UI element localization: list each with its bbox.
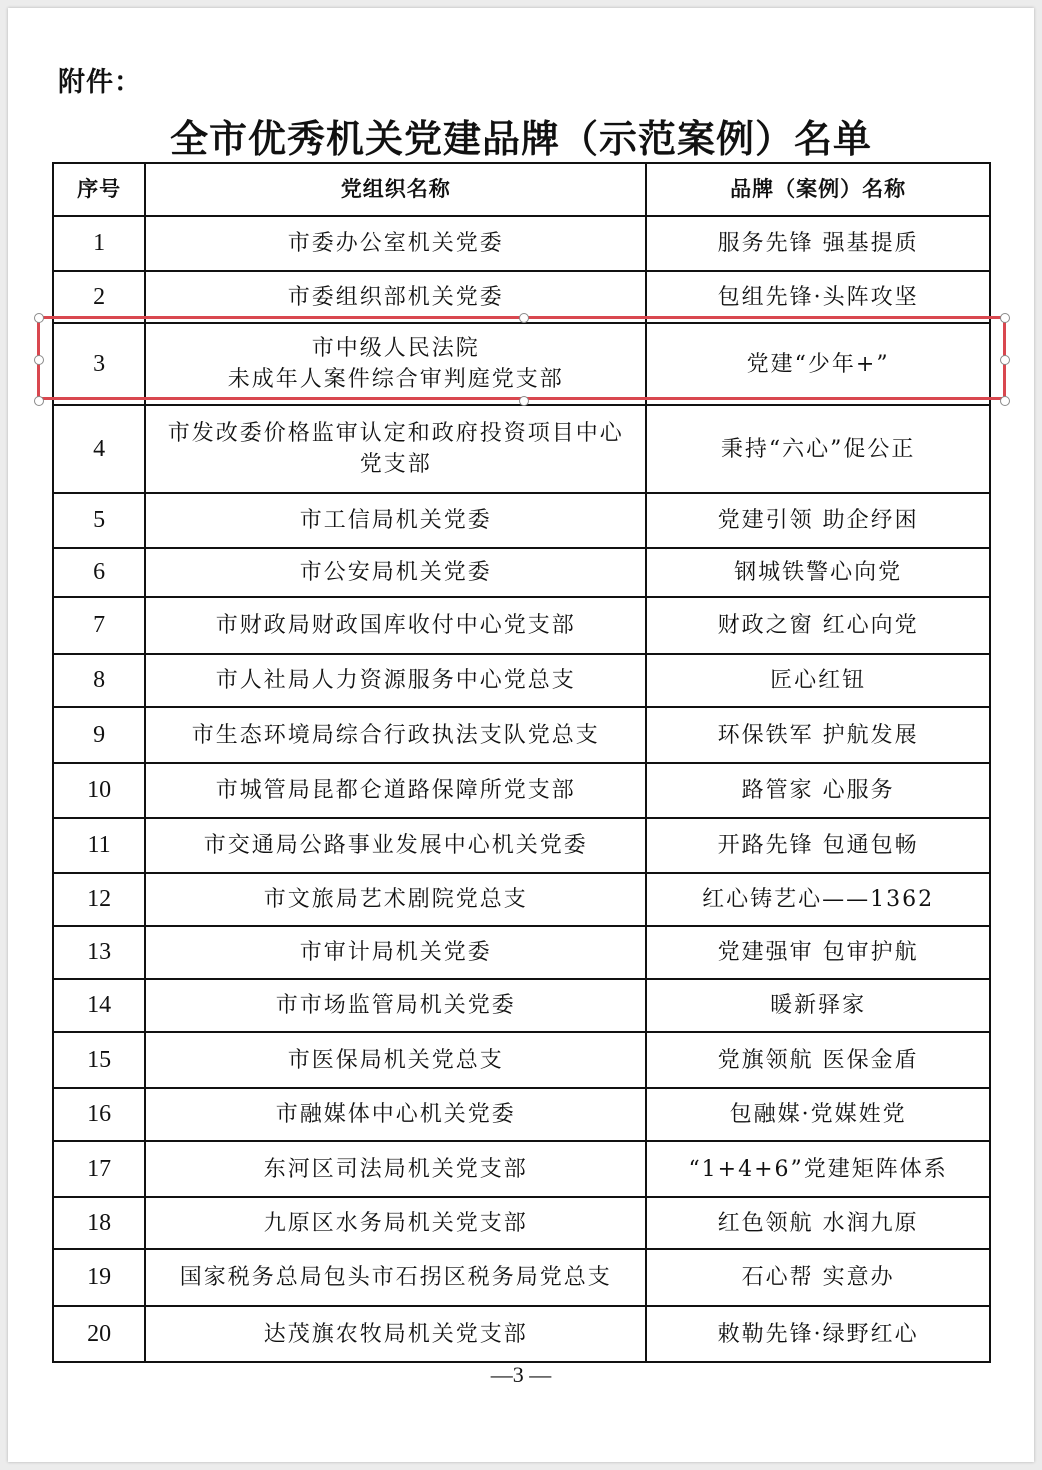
- row-number: 5: [53, 493, 145, 548]
- org-name-cell: [145, 323, 646, 405]
- brand-name-cell: 匠心红钮: [646, 654, 990, 707]
- org-name-line: 未成年人案件综合审判庭党支部: [227, 367, 564, 392]
- row-number: 12: [53, 873, 145, 926]
- row-number: 2: [53, 271, 145, 323]
- row-number: 17: [53, 1141, 145, 1197]
- document-title: 全市优秀机关党建品牌（示范案例）名单: [169, 116, 872, 161]
- org-name-line: 市中级人民法院: [311, 336, 480, 361]
- row-number: 11: [53, 818, 145, 873]
- org-name-line: 党支部: [359, 452, 432, 477]
- row-number: 6: [53, 548, 145, 597]
- row-number: 20: [53, 1306, 145, 1362]
- org-name-line: 国家税务总局包头市石拐区税务局党总支: [179, 1265, 612, 1290]
- table-row: [53, 271, 990, 323]
- table-row: [53, 1032, 990, 1088]
- row-number: 18: [53, 1197, 145, 1249]
- org-name-line: 市医保局机关党总支: [287, 1047, 504, 1073]
- brand-name-cell: 党建强审 包审护航: [646, 926, 990, 979]
- table-row: [53, 818, 990, 873]
- org-name-line: 九原区水务局机关党支部: [263, 1210, 528, 1236]
- table-row: [53, 597, 990, 654]
- table-row: [53, 1141, 990, 1197]
- org-name-cell: [145, 1249, 646, 1306]
- brand-name-cell: 包组先锋·头阵攻坚: [646, 271, 990, 323]
- brand-name-cell: 党旗领航 医保金盾: [646, 1032, 990, 1088]
- org-name-line: 市城管局昆都仑道路保障所党支部: [215, 778, 576, 803]
- header-num: 序号: [53, 163, 145, 216]
- org-name-line: 市审计局机关党委: [299, 940, 492, 965]
- table-row: [53, 707, 990, 763]
- org-name-cell: [145, 548, 646, 597]
- header-brand: 品牌（案例）名称: [646, 163, 990, 216]
- org-name-line: 市生态环境局综合行政执法支队党总支: [191, 722, 600, 748]
- table-row: [53, 979, 990, 1032]
- row-number: 19: [53, 1249, 145, 1306]
- table-row: [53, 1306, 990, 1362]
- row-number: 16: [53, 1088, 145, 1141]
- row-number: 14: [53, 979, 145, 1032]
- brand-name-cell: 包融媒·党媒姓党: [646, 1088, 990, 1141]
- row-number: 8: [53, 654, 145, 707]
- org-name-cell: [145, 654, 646, 707]
- org-name-cell: [145, 763, 646, 818]
- org-name-line: 达茂旗农牧局机关党支部: [263, 1321, 528, 1347]
- row-number: 10: [53, 763, 145, 818]
- table-row: [53, 926, 990, 979]
- org-name-line: 市委办公室机关党委: [287, 231, 504, 256]
- header-org: 党组织名称: [145, 163, 646, 216]
- org-name-cell: [145, 405, 646, 493]
- brand-name-cell: “1+4+6”党建矩阵体系: [646, 1141, 990, 1197]
- org-name-line: 市公安局机关党委: [299, 560, 492, 585]
- org-name-cell: [145, 1088, 646, 1141]
- org-name-line: 市融媒体中心机关党委: [275, 1102, 516, 1127]
- org-name-line: 市人社局人力资源服务中心党总支: [215, 668, 576, 693]
- brand-name-cell: 钢城铁警心向党: [646, 548, 990, 597]
- brand-name-cell: 开路先锋 包通包畅: [646, 818, 990, 873]
- brand-name-cell: 财政之窗 红心向党: [646, 597, 990, 654]
- org-name-cell: [145, 1032, 646, 1088]
- table-body: [53, 216, 990, 1362]
- table-row: [53, 1088, 990, 1141]
- table-row: [53, 548, 990, 597]
- row-number: 4: [53, 405, 145, 493]
- org-name-line: 市文旅局艺术剧院党总支: [263, 887, 528, 912]
- brand-name-cell: 秉持“六心”促公正: [646, 405, 990, 493]
- org-name-cell: [145, 493, 646, 548]
- row-number: 7: [53, 597, 145, 654]
- table-header-row: [53, 163, 990, 216]
- org-name-cell: [145, 818, 646, 873]
- table-row: [53, 216, 990, 271]
- row-number: 13: [53, 926, 145, 979]
- org-name-cell: [145, 926, 646, 979]
- row-number: 3: [53, 323, 145, 405]
- brand-name-cell: 红色领航 水润九原: [646, 1197, 990, 1249]
- org-name-cell: [145, 216, 646, 271]
- org-name-line: 市工信局机关党委: [299, 508, 492, 533]
- org-name-line: 市市场监管局机关党委: [275, 993, 516, 1018]
- page-number: —3 —: [490, 1362, 552, 1387]
- brand-name-cell: 党建引领 助企纾困: [646, 493, 990, 548]
- brand-list-table: [52, 162, 991, 1363]
- row-number: 15: [53, 1032, 145, 1088]
- table-row: [53, 493, 990, 548]
- brand-name-cell: 党建“少年+”: [646, 323, 990, 405]
- table-row: [53, 763, 990, 818]
- brand-name-cell: 石心帮 实意办: [646, 1249, 990, 1306]
- org-name-cell: [145, 873, 646, 926]
- brand-name-cell: 暖新驿家: [646, 979, 990, 1032]
- table-row: [53, 405, 990, 493]
- brand-name-cell: 环保铁军 护航发展: [646, 707, 990, 763]
- brand-name-cell: 服务先锋 强基提质: [646, 216, 990, 271]
- brand-name-cell: 红心铸艺心——1362: [646, 873, 990, 926]
- org-name-cell: [145, 707, 646, 763]
- table-row: [53, 323, 990, 405]
- org-name-cell: [145, 1141, 646, 1197]
- org-name-line: 市委组织部机关党委: [287, 284, 504, 310]
- org-name-cell: [145, 979, 646, 1032]
- brand-name-cell: 敕勒先锋·绿野红心: [646, 1306, 990, 1362]
- table-row: [53, 654, 990, 707]
- table-row: [53, 873, 990, 926]
- org-name-line: 市财政局财政国库收付中心党支部: [215, 613, 576, 638]
- org-name-line: 东河区司法局机关党支部: [263, 1156, 528, 1182]
- org-name-line: 市发改委价格监审认定和政府投资项目中心: [167, 421, 624, 446]
- org-name-cell: [145, 597, 646, 654]
- table-row: [53, 1249, 990, 1306]
- org-name-cell: [145, 1306, 646, 1362]
- brand-name-cell: 路管家 心服务: [646, 763, 990, 818]
- org-name-line: 市交通局公路事业发展中心机关党委: [203, 833, 588, 858]
- org-name-cell: [145, 271, 646, 323]
- row-number: 1: [53, 216, 145, 271]
- attachment-label: 附件：: [58, 67, 142, 98]
- row-number: 9: [53, 707, 145, 763]
- table-row: [53, 1197, 990, 1249]
- org-name-cell: [145, 1197, 646, 1249]
